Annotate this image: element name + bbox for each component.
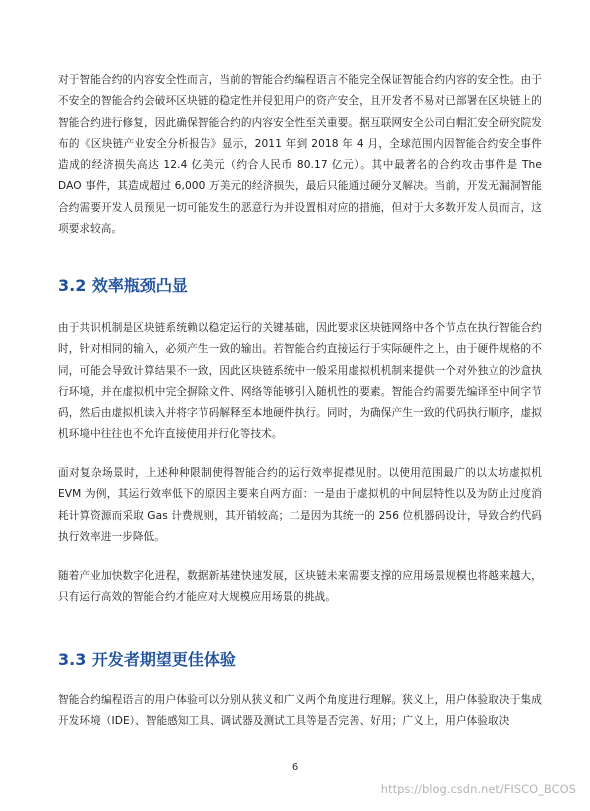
paragraph-content-security: 对于智能合约的内容安全性而言，当前的智能合约编程语言不能完全保证智能合约内容的安全性。由于不安全的智能合约会破坏区块链的稳定性并侵犯用户的资产安全，且开发者不易对已部署在区块链上的智能合约进行修复，因此确保智能合约的内容安全性至关重要。据互联网安全公司白帽汇安全研究院发布的《区块链产业安全分析报告》显示，2011 年到 2018 年 4 月，全球范围内因智能合约安全事件造成的经济损失高达 12.4 亿美元（约合人民币 80.17 亿元）。其中最著名的合约攻击事件是 The DAO 事件，其造成超过 6,000 万美元的经济损失，最后只能通过硬分叉解决。当前，开发无漏洞智能合约需要开发人员预见一切可能发生的恶意行为并设置相对应的措施，但对于大多数开发人员而言，这项要求较高。 — [58, 74, 542, 236]
paragraph-digitalization: 随着产业加快数字化进程，数据新基建快速发展，区块链未来需要支撑的应用场景规模也将越来越大，只有运行高效的智能合约才能应对大规模应用场景的挑战。 — [58, 570, 542, 604]
paragraph-evm-efficiency: 面对复杂场景时，上述种种限制使得智能合约的运行效率捉襟见肘。以使用范围最广的以太坊虚拟机 EVM 为例，其运行效率低下的原因主要来自两方面：一是由于虚拟机的中间层特性以及为防止过度消耗计算资源而采取 Gas 计费规则，其开销较高；二是因为其统一的 256 位机器码设计，导致合约代码执行效率进一步降低。 — [58, 467, 542, 543]
watermark-url: https://blog.csdn.net/FISCO_BCOS — [380, 782, 576, 796]
page-number: 6 — [291, 762, 299, 773]
section-heading-3-2: 3.2 效率瓶颈凸显 — [58, 276, 188, 295]
paragraph-user-experience: 智能合约编程语言的用户体验可以分别从狭义和广义两个角度进行理解。狭义上，用户体验取决于集成开发环境（IDE）、智能感知工具、调试器及测试工具等是否完善、好用；广义上，用户体验取决 — [58, 694, 542, 728]
section-heading-3-3: 3.3 开发者期望更佳体验 — [58, 650, 236, 669]
paragraph-consensus-vm: 由于共识机制是区块链系统赖以稳定运行的关键基础，因此要求区块链网络中各个节点在执行智能合约时，针对相同的输入，必须产生一致的输出。若智能合约直接运行于实际硬件之上，由于硬件规格的不同，可能会导致计算结果不一致，因此区块链系统中一般采用虚拟机机制来提供一个对外独立的沙盒执行环境，并在虚拟机中完全摒除文件、网络等能够引入随机性的要素。智能合约需要先编译至中间字节码，然后由虚拟机读入并将字节码解释至本地硬件执行。同时，为确保产生一致的代码执行顺序，虚拟机环境中往往也不允许直接使用并行化等技术。 — [58, 322, 542, 441]
